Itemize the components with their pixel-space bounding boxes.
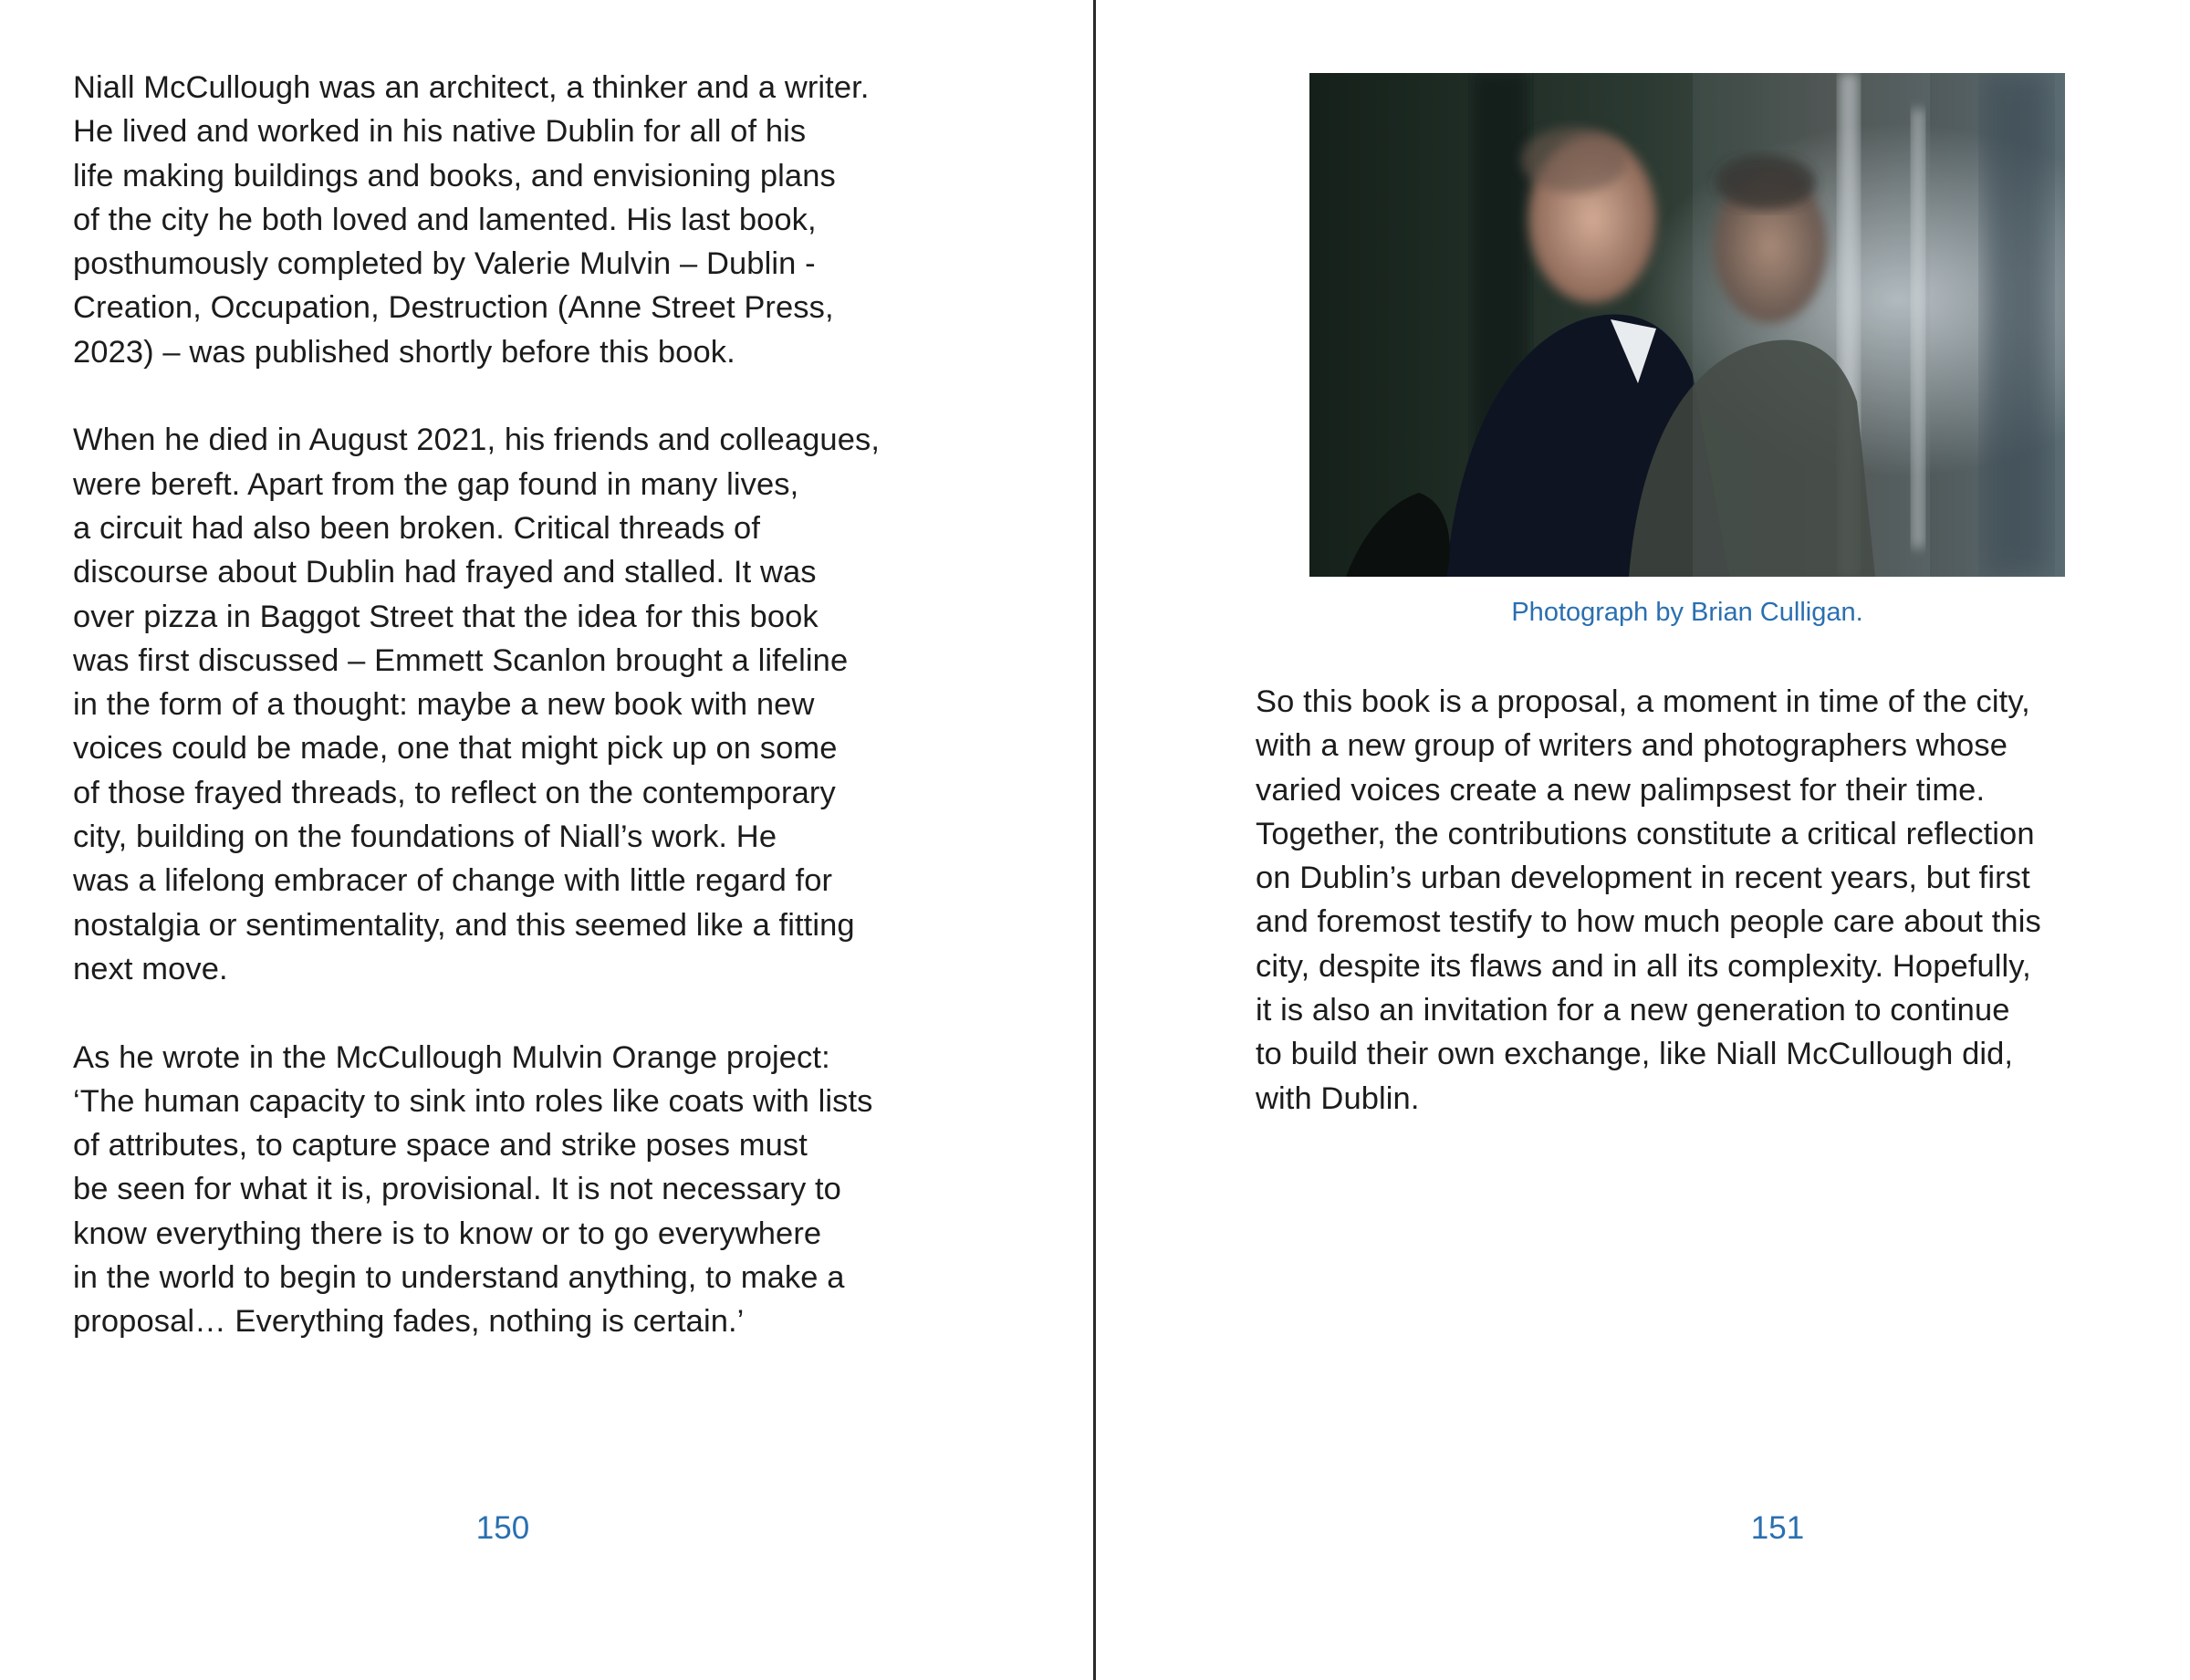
text-line: in the form of a thought: maybe a new book with new [73,687,815,723]
text-line: posthumously completed by Valerie Mulvin – Dublin - [73,246,816,282]
text-line: city, despite its flaws and in all its complexity. Hopefully, [1256,948,2031,984]
photograph-image [1309,73,2065,577]
text-line: was first discussed – Emmett Scanlon brought a lifeline [73,642,849,678]
page-number-left: 150 [475,1510,530,1546]
right-paragraph-1 [1256,680,2177,1121]
text-line: nostalgia or sentimentality, and this seemed like a fitting [73,907,855,943]
text-line: with Dublin. [1256,1080,1420,1116]
right-page-body-text [1256,680,2177,1164]
text-line: over pizza in Baggot Street that the idea for this book [73,599,819,634]
text-line: in the world to begin to understand anything, to make a [73,1260,845,1296]
text-line: discourse about Dublin had frayed and stalled. It was [73,555,817,590]
text-line: and foremost testify to how much people care about this [1256,904,2041,940]
text-line: to build their own exchange, like Niall McCullough did, [1256,1037,2014,1072]
text-line: varied voices create a new palimpsest for their time. [1256,772,1986,808]
text-line: of those frayed threads, to reflect on the contemporary [73,775,836,810]
text-line: know everything there is to know or to go everywhere [73,1216,822,1251]
text-line: of the city he both loved and lamented. His last book, [73,202,817,237]
text-line: was a lifelong embracer of change with little regard for [73,863,833,899]
text-line: of attributes, to capture space and strike poses must [73,1128,808,1163]
photo-caption: Photograph by Brian Culligan. [1511,598,1863,627]
page-number-right: 151 [1750,1510,1805,1546]
gutter-divider [1093,0,1096,1680]
text-line: a circuit had also been broken. Critical threads of [73,510,760,546]
text-line: city, building on the foundations of Niall’s work. He [73,819,777,855]
text-line: proposal… Everything fades, nothing is certain.’ [73,1304,745,1340]
text-line: 2023) – was published shortly before this book. [73,334,735,370]
text-line: be seen for what it is, provisional. It is not necessary to [73,1172,841,1207]
left-page [0,0,1093,1680]
text-line: He lived and worked in his native Dublin for all of his [73,114,807,150]
text-line: When he died in August 2021, his friends and colleagues, [73,423,881,458]
text-line: ‘The human capacity to sink into roles like coats with lists [73,1083,873,1119]
text-line: Niall McCullough was an architect, a thinker and a writer. [73,70,870,105]
text-line: were bereft. Apart from the gap found in many lives, [73,466,799,502]
text-line: it is also an invitation for a new generation to continue [1256,993,2010,1028]
left-paragraph-3 [73,1036,1058,1344]
left-paragraph-1 [73,66,1058,374]
text-line: with a new group of writers and photographers whose [1256,728,2008,764]
street-photograph [1309,73,2065,577]
left-paragraph-2 [73,418,1058,991]
text-line: on Dublin’s urban development in recent years, but first [1256,861,2030,896]
text-line: So this book is a proposal, a moment in time of the city, [1256,684,2030,719]
text-line: Creation, Occupation, Destruction (Anne Street Press, [73,290,834,326]
right-page [1097,0,2190,1680]
text-line: voices could be made, one that might pick up on some [73,731,838,767]
text-line: next move. [73,951,228,986]
left-page-body-text [73,66,1058,1388]
text-line: As he wrote in the McCullough Mulvin Orange project: [73,1039,830,1075]
text-line: Together, the contributions constitute a critical reflection [1256,816,2035,851]
text-line: life making buildings and books, and envisioning plans [73,158,836,193]
